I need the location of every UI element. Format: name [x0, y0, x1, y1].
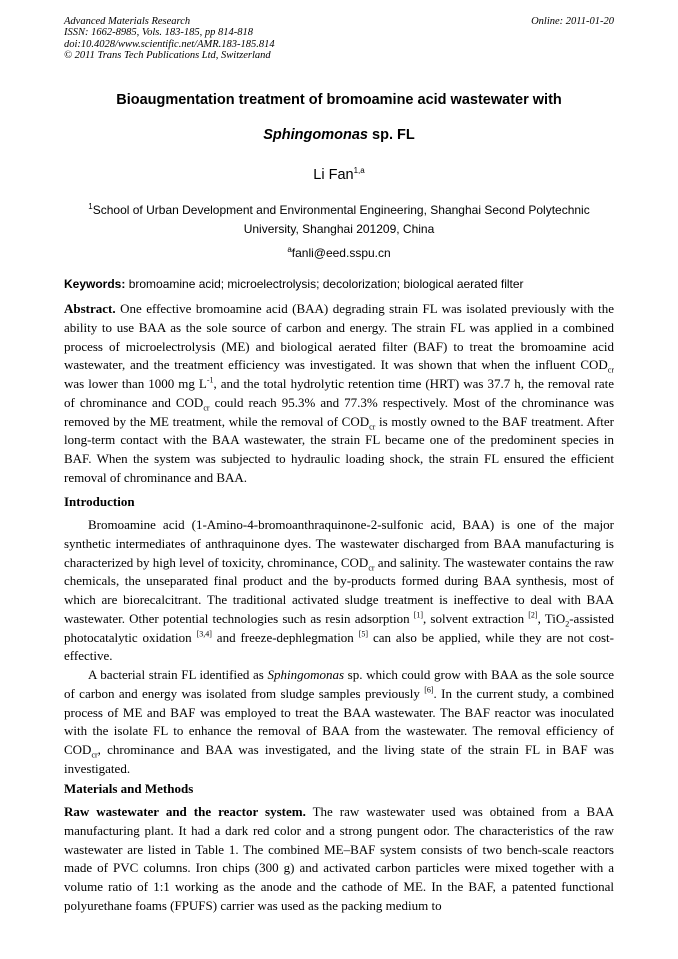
body-text: and freeze-dephlegmation — [211, 629, 359, 645]
author-name: Li Fan — [313, 167, 354, 183]
superscript: -1 — [206, 375, 214, 385]
body-text: The raw wastewater used was obtained from a BAA manufacturing plant. It had a dark red color and a strong pungent odor. The characteristics of the raw wastewater are listed in Table 1. The combined ME–BAF system consists of two bench-scale reactors made of PVC columns. Iron chips (300 g) and activated carbon particles were mixed together with a volume ratio of 1:1 working as the anode and the cathode of ME. In the BAF, a patented functional polyurethane foams (FPUFS) carrier was used as the packing medium to — [64, 804, 615, 913]
abstract-text: could reach 95.3% and 77.3% respectively. Most of the chrominance was removed by the ME treatment, while the removal of COD — [64, 394, 614, 429]
subscript: cr — [368, 563, 375, 573]
issn-line: ISSN: 1662-8985, Vols. 183-185, pp 814-818 — [64, 27, 253, 39]
body-text: . In the current study, a combined process of ME and BAF was employed to treat the BAA wastewater. The BAF reactor was inoculated with the isolate FL to enhance the removal of BAA from the wastewater. The removal efficiency of COD — [64, 685, 614, 757]
subscript: 2 — [565, 619, 570, 629]
methods-paragraph-1 — [64, 803, 614, 916]
methods-heading: Materials and Methods — [64, 781, 194, 796]
body-text: A bacterial strain FL identified as — [88, 667, 268, 682]
affiliation-sup: 1 — [88, 202, 93, 211]
methods-subheading: Raw wastewater and the reactor system. — [64, 804, 306, 819]
abstract-text: One effective bromoamine acid (BAA) degrading strain FL was isolated previously with the ability to use BAA as the sole source of carbon and energy. The strain FL was applied in a combined process of microelectrolysis (ME) and biological aerated filter (BAF) to treat the bromoamine acid wastewater, and the treatment efficiency was investigated. It was shown that when the influent COD — [64, 301, 614, 373]
paper-title-line-2 — [0, 127, 678, 143]
affiliation-line-2: University, Shanghai 201209, China — [243, 222, 435, 236]
email-sup: a — [287, 245, 292, 254]
affiliation — [64, 201, 614, 239]
article-header — [64, 16, 614, 61]
citation-ref[interactable]: [6] — [424, 685, 434, 695]
author — [0, 167, 678, 183]
author-email — [64, 244, 614, 263]
body-text: , TiO — [537, 610, 566, 626]
introduction-heading: Introduction — [64, 494, 135, 509]
citation-ref[interactable]: [2] — [528, 610, 538, 620]
title-genus: Sphingomonas — [263, 127, 368, 143]
abstract-text: was lower than 1000 mg L — [64, 376, 207, 391]
citation-ref[interactable]: [1] — [413, 610, 424, 620]
body-text: , solvent extraction — [423, 610, 529, 626]
genus-name: Sphingomonas — [267, 667, 345, 682]
paper-title-line-1: Bioaugmentation treatment of bromoamine acid wastewater with — [116, 92, 562, 108]
affiliation-line-1: School of Urban Development and Environmental Engineering, Shanghai Second Polytechnic — [92, 203, 590, 217]
body-text: sp. which could grow with BAA as the sole source of carbon and energy was isolated from sludge samples previously — [64, 667, 614, 701]
abstract-label: Abstract. — [64, 301, 116, 316]
title-rest: sp. FL — [368, 127, 415, 143]
body-text: Bromoamine acid (1-Amino-4-bromoanthraquinone-2-sulfonic acid, BAA) is one of the major synthetic intermediates of anthraquinone dyes. The wastewater discharged from BAA manufacturing is characterized by high level of toxicity, chrominance, COD — [64, 517, 614, 570]
subscript: cr — [607, 365, 614, 375]
subscript: cr — [369, 422, 376, 432]
body-text: -assisted photocatalytic oxidation — [64, 610, 614, 645]
body-text: , chrominance and BAA was investigated, and the living state of the strain FL in BAF was investigated. — [64, 742, 614, 776]
abstract — [64, 300, 614, 488]
journal-name: Advanced Materials Research — [64, 16, 191, 27]
subscript: cr — [91, 750, 98, 760]
body-text: and salinity. The wastewater contains the raw chemicals, the unseparated final product and the by-products formed during BAA synthesis, most of which are biorecalcitrant. The traditional activated sludge treatment is ineffective to deal with BAA wastewater. Other potential technologies such as resin adsorption — [64, 554, 614, 626]
author-sup: 1,a — [353, 166, 365, 176]
online-date: Online: 2011-01-20 — [531, 16, 614, 27]
introduction-paragraph-1 — [64, 516, 614, 666]
doi-line: doi:10.4028/www.scientific.net/AMR.183-185.814 — [64, 38, 275, 50]
subscript: cr — [203, 403, 210, 413]
abstract-text: is mostly owned to the BAF treatment. After long-term contact with the BAA wastewater, the strain FL became one of the predominent species in BAF. When the system was subjected to hydraulic loading shock, the strain FL ensured the efficient removal of chrominance and BAA. — [64, 413, 614, 485]
keywords-label: Keywords: — [64, 277, 126, 291]
introduction-paragraph-2 — [64, 666, 614, 779]
keywords-text: bromoamine acid; microelectrolysis; decolorization; biological aerated filter — [125, 277, 524, 291]
citation-ref[interactable]: [5] — [358, 629, 369, 639]
body-text: can also be applied, while they are not cost-effective. — [64, 629, 614, 664]
copyright-line: © 2011 Trans Tech Publications Ltd, Switzerland — [64, 49, 271, 61]
citation-ref[interactable]: [3,4] — [196, 629, 212, 639]
abstract-text: , and the total hydrolytic retention time (HRT) was 37.7 h, the removal rate of chrominance and COD — [64, 376, 614, 410]
email-address[interactable]: fanli@eed.sspu.cn — [291, 246, 391, 260]
keywords — [64, 277, 624, 291]
